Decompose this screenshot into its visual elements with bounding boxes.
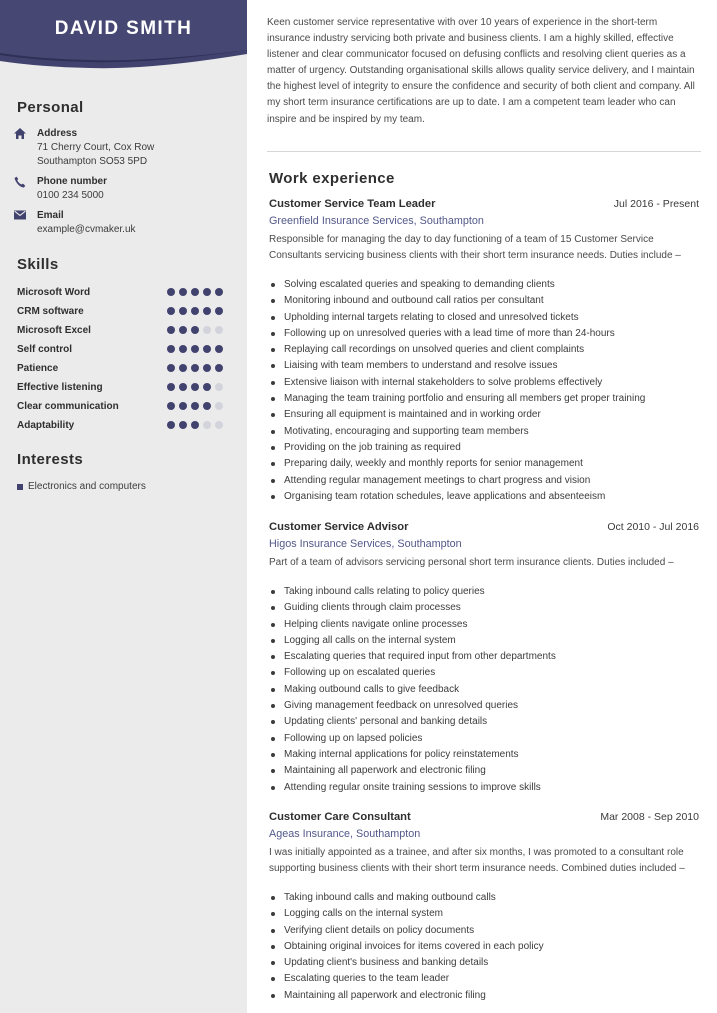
skill-rating-dot <box>179 421 187 429</box>
skill-rating-dot <box>167 383 175 391</box>
job-description: Responsible for managing the day to day functioning of a team of 15 Customer Service Consultants servicing business clients with their short term insurance needs. Duties include – <box>269 234 681 261</box>
job-company: Higos Insurance Services, Southampton <box>269 538 462 550</box>
skill-rating <box>167 288 223 296</box>
skill-rating-dot <box>191 402 199 410</box>
job-duty-item: Taking inbound calls and making outbound calls <box>269 890 699 906</box>
job-duty-item: Preparing daily, weekly and monthly reports for senior management <box>269 456 699 472</box>
job-duty-item: Replaying call recordings on unsolved queries and client complaints <box>269 342 699 358</box>
job-duty-item: Making internal applications for policy reinstatements <box>269 747 699 763</box>
job-title: Customer Care Consultant <box>269 811 411 823</box>
skill-rating-dot <box>167 288 175 296</box>
skill-rating <box>167 421 223 429</box>
skill-rating-dot <box>179 345 187 353</box>
skill-rating-dot <box>191 326 199 334</box>
phone-block <box>14 175 234 203</box>
job-duty-item: Extensive liaison with internal stakeholders to solve problems effectively <box>269 375 699 391</box>
job-duty-item: Giving management feedback on unresolved queries <box>269 698 699 714</box>
job-dates: Mar 2008 - Sep 2010 <box>600 811 699 823</box>
job-duty-item: Maintaining all paperwork and electronic filing <box>269 988 699 1004</box>
skill-rating-dot <box>215 307 223 315</box>
skills-section-title: Skills <box>17 256 59 273</box>
square-bullet-icon <box>17 484 23 490</box>
job-duty-item: Monitoring inbound and outbound call ratios per consultant <box>269 293 699 309</box>
job-duty-item: Liaising with team members to understand and resolve issues <box>269 358 699 374</box>
job-dates: Jul 2016 - Present <box>613 198 699 210</box>
skill-rating-dot <box>179 383 187 391</box>
job-title: Customer Service Team Leader <box>269 198 436 210</box>
job-header <box>269 521 699 537</box>
job-duty-item: Maintaining all paperwork and electronic filing <box>269 763 699 779</box>
skill-rating-dot <box>167 326 175 334</box>
skill-row <box>17 342 227 356</box>
job-duty-item: Taking inbound calls relating to policy queries <box>269 584 699 600</box>
skill-rating-dot <box>215 288 223 296</box>
job-duty-item: Obtaining original invoices for items covered in each policy <box>269 939 699 955</box>
skill-rating-dot <box>203 402 211 410</box>
personal-section-title: Personal <box>17 99 84 116</box>
skill-rating-dot <box>179 326 187 334</box>
job-dates: Oct 2010 - Jul 2016 <box>607 521 699 533</box>
skill-rating-dot <box>203 307 211 315</box>
job-duty-item: Escalating queries to the team leader <box>269 971 699 987</box>
address-block <box>14 127 234 169</box>
skill-rating-dot <box>203 345 211 353</box>
skill-rating-dot <box>191 383 199 391</box>
profile-summary: Keen customer service representative with over 10 years of experience in the short-term insurance industry servicing both private and business clients. I am a highly skilled, effective listener and clear communicator focused on defusing conflicts and resolving client queries as a matter of urgency. Outstanding organisational skills allows quality service delivery, and I maintain the highest level of integrity to ensure the confidence and security of both client and company. All my short term insurance certifications are up to date. I am a competent team leader who can inspire and be inspired by my team. <box>267 17 695 125</box>
job-description: Part of a team of advisors servicing personal short term insurance clients. Duties included – <box>269 557 674 568</box>
mail-icon <box>14 209 37 237</box>
skill-rating-dot <box>215 421 223 429</box>
job-duties-list <box>269 277 699 505</box>
skill-rating-dot <box>167 345 175 353</box>
job-title: Customer Service Advisor <box>269 521 409 533</box>
job-duty-item: Making outbound calls to give feedback <box>269 682 699 698</box>
skill-rating-dot <box>167 402 175 410</box>
candidate-name: DAVID SMITH <box>54 18 193 39</box>
section-divider <box>267 151 701 152</box>
home-icon <box>14 127 37 169</box>
job-duty-item: Managing the team training portfolio and ensuring all members get proper training <box>269 391 699 407</box>
skill-rating <box>167 383 223 391</box>
skill-name: Effective listening <box>17 381 103 393</box>
skill-rating-dot <box>191 307 199 315</box>
skill-rating-dot <box>203 288 211 296</box>
job-duty-item: Providing on the job training as required <box>269 440 699 456</box>
skill-rating-dot <box>191 364 199 372</box>
skill-rating-dot <box>191 421 199 429</box>
job-duty-item: Upholding internal targets relating to closed and unresolved tickets <box>269 310 699 326</box>
job-duty-item: Following up on unresolved queries with a lead time of more than 24-hours <box>269 326 699 342</box>
job-duty-item: Helping clients navigate online processes <box>269 617 699 633</box>
skill-rating-dot <box>179 364 187 372</box>
skill-rating-dot <box>203 364 211 372</box>
skill-row <box>17 285 227 299</box>
main-content <box>247 0 717 1013</box>
skill-rating-dot <box>215 383 223 391</box>
phone-value[interactable]: 0100 234 5000 <box>37 190 104 201</box>
skill-rating-dot <box>203 383 211 391</box>
skill-name: Microsoft Word <box>17 286 91 298</box>
job-duty-item: Updating client's business and banking details <box>269 955 699 971</box>
skill-rating-dot <box>215 345 223 353</box>
job-company: Greenfield Insurance Services, Southampton <box>269 215 484 227</box>
skill-rating-dot <box>167 364 175 372</box>
job-duty-item: Updating clients' personal and banking details <box>269 714 699 730</box>
phone-label: Phone number <box>37 176 108 187</box>
skill-name: Microsoft Excel <box>17 324 91 336</box>
job-duty-item: Organising team rotation schedules, leave applications and absenteeism <box>269 489 699 505</box>
sidebar <box>0 0 247 1013</box>
skill-name: Clear communication <box>17 400 119 412</box>
skill-rating-dot <box>167 421 175 429</box>
job-duties-list <box>269 584 699 796</box>
skill-row <box>17 361 227 375</box>
skill-rating-dot <box>203 421 211 429</box>
job-entry <box>269 198 699 505</box>
job-duty-item: Motivating, encouraging and supporting team members <box>269 424 699 440</box>
job-duty-item: Following up on lapsed policies <box>269 731 699 747</box>
job-duty-item: Attending regular onsite training sessions to improve skills <box>269 780 699 796</box>
job-duty-item: Logging all calls on the internal system <box>269 633 699 649</box>
skill-rating-dot <box>215 364 223 372</box>
skill-rating-dot <box>191 345 199 353</box>
job-duty-item: Guiding clients through claim processes <box>269 600 699 616</box>
interests-section-title: Interests <box>17 451 84 468</box>
job-header <box>269 198 699 214</box>
job-duty-item: Logging calls on the internal system <box>269 906 699 922</box>
skill-rating-dot <box>167 307 175 315</box>
skill-rating <box>167 402 223 410</box>
skill-rating <box>167 345 223 353</box>
email-label: Email <box>37 210 64 221</box>
skill-row <box>17 399 227 413</box>
job-duties-list <box>269 890 699 1004</box>
skill-rating-dot <box>179 307 187 315</box>
job-entry <box>269 521 699 796</box>
skill-name: Patience <box>17 362 59 374</box>
skill-rating-dot <box>179 402 187 410</box>
job-company: Ageas Insurance, Southampton <box>269 828 421 840</box>
skill-rating <box>167 364 223 372</box>
email-value[interactable]: example@cvmaker.uk <box>37 224 136 235</box>
phone-icon <box>14 175 37 203</box>
skill-rating <box>167 307 223 315</box>
skill-name: Adaptability <box>17 419 75 431</box>
address-label: Address <box>37 128 78 139</box>
skill-rating-dot <box>215 402 223 410</box>
work-section-title: Work experience <box>269 170 395 187</box>
job-description: I was initially appointed as a trainee, and after six months, I was promoted to a consultant role supporting business clients with their short term insurance needs. Combined duties included – <box>269 847 685 874</box>
job-duty-item: Verifying client details on policy documents <box>269 923 699 939</box>
skill-row <box>17 323 227 337</box>
skill-rating <box>167 326 223 334</box>
skill-rating-dot <box>179 288 187 296</box>
job-header <box>269 811 699 827</box>
skill-rating-dot <box>215 326 223 334</box>
job-duty-item: Attending regular management meetings to chart progress and vision <box>269 473 699 489</box>
job-entry <box>269 811 699 1004</box>
email-block <box>14 209 234 237</box>
job-duty-item: Ensuring all equipment is maintained and in working order <box>269 407 699 423</box>
name-header-band <box>0 0 247 82</box>
header-wave-shape <box>0 0 247 82</box>
skill-rating-dot <box>203 326 211 334</box>
address-line-2: Southampton SO53 5PD <box>37 156 148 167</box>
skill-row <box>17 304 227 318</box>
skill-rating-dot <box>191 288 199 296</box>
skill-name: CRM software <box>17 305 84 317</box>
address-line-1: 71 Cherry Court, Cox Row <box>37 142 155 153</box>
skill-name: Self control <box>17 343 73 355</box>
interest-label: Electronics and computers <box>28 481 146 492</box>
skill-row <box>17 380 227 394</box>
skill-row <box>17 418 227 432</box>
job-duty-item: Escalating queries that required input from other departments <box>269 649 699 665</box>
job-duty-item: Following up on escalated queries <box>269 665 699 681</box>
interest-item <box>17 481 146 492</box>
job-duty-item: Solving escalated queries and speaking to demanding clients <box>269 277 699 293</box>
